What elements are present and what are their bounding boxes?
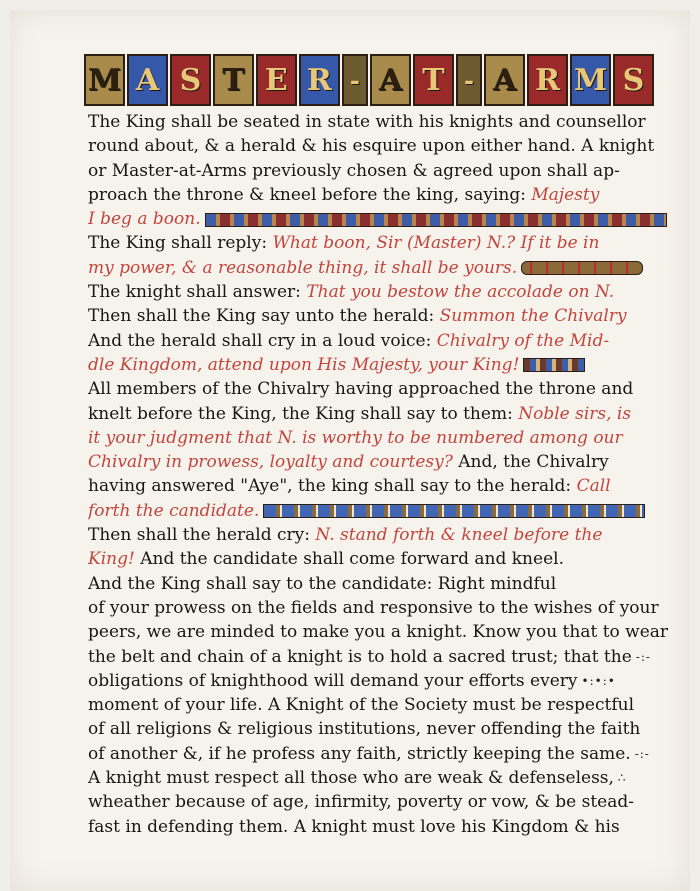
body-text: All members of the Chivalry having approached the throne and <box>88 379 634 400</box>
rubric-text: Chivalry of the Mid- <box>436 330 610 351</box>
body-text: or Master-at-Arms previously chosen & agreed upon shall ap- <box>88 160 620 181</box>
rubric-text: N. stand forth & kneel before the <box>315 525 603 546</box>
rubric-text: That you bestow the accolade on N. <box>306 282 615 303</box>
ceremony-text-body <box>88 110 678 839</box>
line-filler-ornament <box>263 504 645 518</box>
line-filler-dots: -:- <box>635 649 651 664</box>
text-line <box>88 353 678 377</box>
illuminated-title <box>84 54 654 106</box>
text-line <box>88 790 678 814</box>
body-text: wheather because of age, infirmity, poverty or vow, & be stead- <box>88 792 634 813</box>
body-text: of all religions & religious institutions, never offending the faith <box>88 719 641 740</box>
title-letter-tile: A <box>370 54 411 106</box>
text-line <box>88 159 678 183</box>
text-line <box>88 426 678 450</box>
body-text: knelt before the King, the King shall say to them: <box>88 403 519 424</box>
title-letter-tile: - <box>342 54 368 106</box>
line-filler-dots: -:- <box>634 747 650 762</box>
title-letter-tile: M <box>570 54 611 106</box>
title-letter-tile: S <box>170 54 211 106</box>
rubric-text: What boon, Sir (Master) N.? If it be in <box>272 233 600 254</box>
title-letter-tile: T <box>213 54 254 106</box>
body-text: And the herald shall cry in a loud voice: <box>88 330 437 351</box>
text-line <box>88 231 678 255</box>
text-line <box>88 183 678 207</box>
body-text: having answered "Aye", the king shall say to the herald: <box>88 476 577 497</box>
text-line <box>88 207 678 231</box>
text-line <box>88 280 678 304</box>
title-letter-tile: R <box>527 54 568 106</box>
text-line <box>88 693 678 717</box>
text-line <box>88 815 678 839</box>
text-line <box>88 523 678 547</box>
body-text: round about, & a herald & his esquire upon either hand. A knight <box>88 136 655 157</box>
title-letter-tile: A <box>484 54 525 106</box>
text-line <box>88 596 678 620</box>
body-text: Then shall the herald cry: <box>88 525 316 546</box>
line-filler-ornament <box>523 358 585 372</box>
text-line <box>88 256 678 280</box>
body-text: of another &, if he profess any faith, strictly keeping the same. <box>88 743 631 764</box>
body-text: obligations of knighthood will demand your efforts every <box>88 670 578 691</box>
text-line <box>88 402 678 426</box>
text-line <box>88 669 678 693</box>
rubric-text: Summon the Chivalry <box>439 306 627 327</box>
title-letter-tile: T <box>413 54 454 106</box>
body-text: The King shall reply: <box>88 233 273 254</box>
line-filler-dots: ∴ <box>617 771 627 786</box>
text-line <box>88 329 678 353</box>
body-text: Then shall the King say unto the herald: <box>88 306 440 327</box>
title-letter-tile: A <box>127 54 168 106</box>
body-text: And, the Chivalry <box>452 452 609 473</box>
title-letter-tile: - <box>456 54 482 106</box>
rubric-text: forth the candidate. <box>88 500 260 521</box>
rubric-text: Call <box>576 476 611 497</box>
body-text: peers, we are minded to make you a knight. Know you that to wear <box>88 622 669 643</box>
rubric-text: Noble sirs, is <box>518 403 632 424</box>
rubric-text: I beg a boon. <box>88 209 201 230</box>
text-line <box>88 110 678 134</box>
body-text: fast in defending them. A knight must love his Kingdom & his <box>88 816 620 837</box>
line-filler-dots: •:•:• <box>581 674 616 689</box>
body-text: proach the throne & kneel before the king, saying: <box>88 184 532 205</box>
text-line <box>88 717 678 741</box>
text-line <box>88 450 678 474</box>
text-line <box>88 572 678 596</box>
text-line <box>88 645 678 669</box>
body-text: the belt and chain of a knight is to hold a sacred trust; that the <box>88 646 632 667</box>
rubric-text: King! <box>88 549 135 570</box>
title-letter-tile: S <box>613 54 654 106</box>
line-filler-ornament <box>205 213 667 227</box>
body-text: And the candidate shall come forward and kneel. <box>134 549 564 570</box>
title-letter-tile: M <box>84 54 125 106</box>
rubric-text: Chivalry in prowess, loyalty and courtesy? <box>88 452 453 473</box>
text-line <box>88 499 678 523</box>
title-letter-tile: R <box>299 54 340 106</box>
title-letter-tile: E <box>256 54 297 106</box>
text-line <box>88 474 678 498</box>
text-line <box>88 134 678 158</box>
text-line <box>88 547 678 571</box>
body-text: A knight must respect all those who are weak & defenseless, <box>88 768 614 789</box>
text-line <box>88 304 678 328</box>
rubric-text: Majesty <box>531 184 600 205</box>
body-text: The King shall be seated in state with his knights and counsellor <box>88 112 646 132</box>
body-text: The knight shall answer: <box>88 282 307 303</box>
rubric-text: dle Kingdom, attend upon His Majesty, your King! <box>88 354 520 375</box>
text-line <box>88 377 678 401</box>
body-text: moment of your life. A Knight of the Society must be respectful <box>88 695 635 716</box>
rubric-text: it your judgment that N. is worthy to be numbered among our <box>88 427 623 448</box>
rubric-text: my power, & a reasonable thing, it shall be yours. <box>88 257 518 278</box>
text-line <box>88 620 678 644</box>
text-line <box>88 766 678 790</box>
body-text: And the King shall say to the candidate: Right mindful <box>88 573 557 594</box>
body-text: of your prowess on the fields and responsive to the wishes of your <box>88 597 659 618</box>
text-line <box>88 742 678 766</box>
manuscript-page <box>10 10 690 891</box>
line-filler-ornament <box>521 261 643 275</box>
